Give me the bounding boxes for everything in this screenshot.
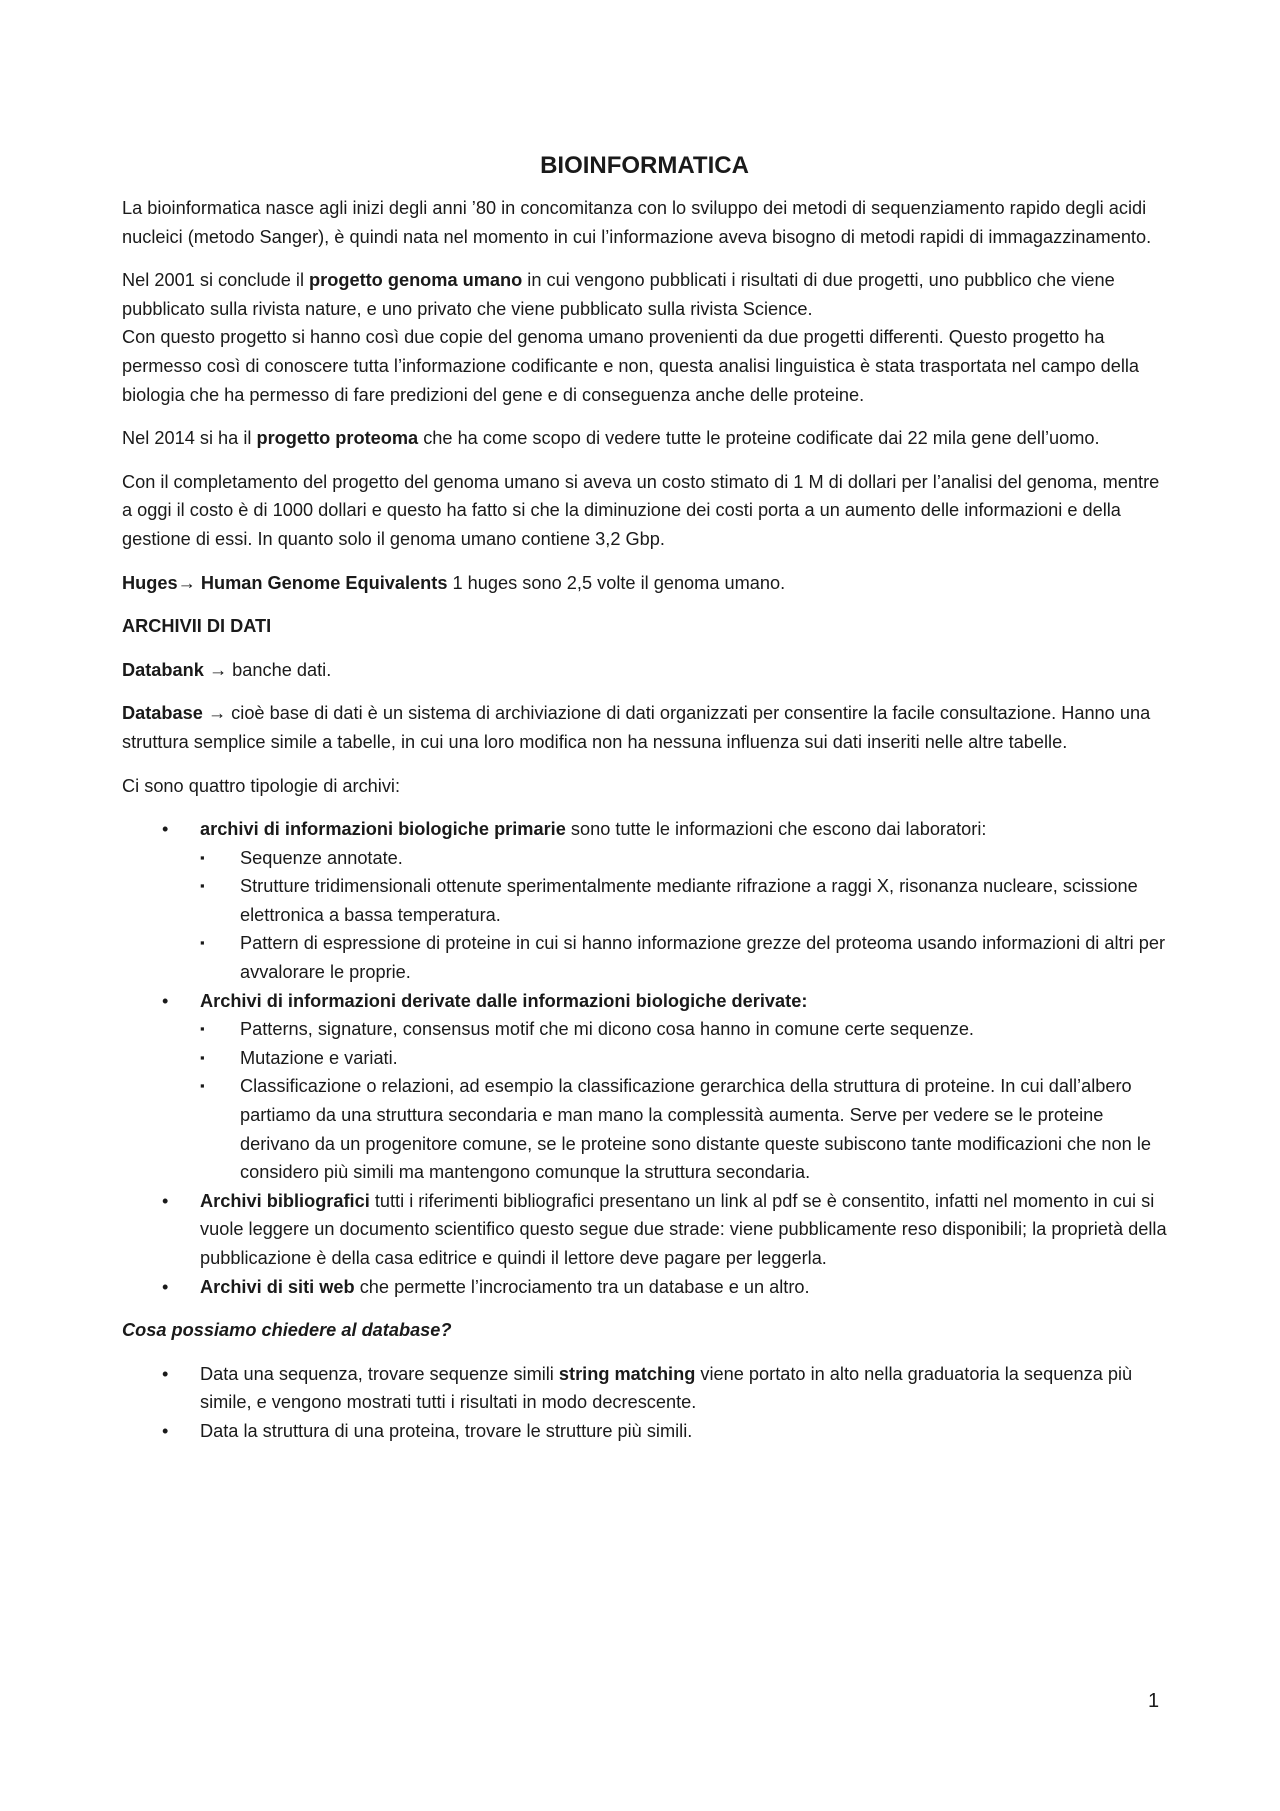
sub-list-item (200, 1015, 1167, 1044)
bullet-icon: • (162, 1276, 169, 1297)
sub-item-text: Mutazione e variati. (240, 1047, 398, 1068)
proteome-term: progetto proteoma (256, 428, 419, 449)
query-term: string matching (558, 1363, 696, 1384)
sub-item-text: Sequenze annotate. (240, 847, 403, 868)
page-number: 1 (1148, 1690, 1160, 1712)
genome-project-paragraph: Nel 2001 si conclude il progetto genoma umano in cui vengono pubblicati i risultati di due progetti, uno pubblico che viene pubblicato sulla rivista nature, e uno privato che viene pubblicato sulla rivista Science. (122, 270, 1115, 319)
bullet-icon: • (162, 1363, 169, 1384)
sub-list-item (200, 872, 1167, 929)
document-page (122, 150, 1167, 1461)
archivio-term: Archivi di siti web (200, 1276, 355, 1297)
sub-list-item (200, 1072, 1167, 1186)
intro-paragraph: La bioinformatica nasce agli inizi degli anni ’80 in concomitanza con lo sviluppo dei metodi di sequenziamento rapido degli acidi nucleici (metodo Sanger), è quindi nata nel momento in cui l’informazione aveva bisogno di metodi rapidi di immagazzinamento. (122, 198, 1152, 247)
proteome-paragraph: Nel 2014 si ha il progetto proteoma che ha come scopo di vedere tutte le proteine codificate dai 22 mila gene dell’uomo. (122, 428, 1100, 449)
database-definition: Database → cioè base di dati è un sistema di archiviazione di dati organizzati per consentire la facile consultazione. Hanno una struttura semplice simile a tabelle, in cui una loro modifica non ha nessuna influenza sui dati inseriti nelle altre tabelle. (122, 703, 1151, 752)
bullet-icon: • (162, 990, 169, 1011)
sub-item-text: Pattern di espressione di proteine in cui si hanno informazione grezze del proteoma usando informazioni di altri per avvalorare le proprie. (240, 933, 1166, 983)
square-bullet-icon: ▪ (200, 1049, 205, 1065)
tipologie-intro: Ci sono quattro tipologie di archivi: (122, 775, 401, 796)
sub-item-text: Classificazione o relazioni, ad esempio la classificazione gerarchica della struttura di proteine. In cui dall’albero partiamo da una struttura secondaria e man mano la complessità aumenta. Serve per vedere se le proteine derivano da un progenitore comune, se le proteine sono distante queste subiscono tante modificazioni che non le considero più simili ma mantengono comunque la struttura secondaria. (240, 1076, 1151, 1183)
list-item (122, 1417, 1167, 1446)
page-title: BIOINFORMATICA (540, 152, 749, 179)
query-text: viene portato in alto nella graduatoria la sequenza più simile, e vengono mostrati tutti i risultati in modo decrescente. (200, 1363, 1133, 1413)
square-bullet-icon: ▪ (200, 878, 205, 894)
sub-list (200, 844, 1167, 987)
square-bullet-icon: ▪ (200, 1078, 205, 1094)
query-text: Data la struttura di una proteina, trovare le strutture più simili. (200, 1420, 693, 1441)
genome-copies-paragraph: Con questo progetto si hanno così due copie del genoma umano provenienti da due progetti differenti. Questo progetto ha permesso così di conoscere tutta l’informazione codificante e non, questa analisi linguistica è stata trasportata nel campo della biologia che ha permesso di fare predizioni del gene e di conseguenza anche delle proteine. (122, 327, 1140, 405)
archivio-term: archivi di informazioni biologiche primarie (200, 819, 566, 840)
huges-definition: Huges→ Human Genome Equivalents 1 huges sono 2,5 volte il genoma umano. (122, 572, 786, 593)
genome-project-term: progetto genoma umano (309, 270, 523, 291)
sub-list-item (200, 844, 1167, 873)
archivio-term: Archivi di informazioni derivate dalle informazioni biologiche derivate: (200, 990, 808, 1011)
bullet-icon: • (162, 1420, 169, 1441)
archivio-description: tutti i riferimenti bibliografici presentano un link al pdf se è consentito, infatti nel momento in cui si vuole leggere un documento scientifico questo segue due strade: viene pubblicamente reso disponibili; la proprietà della pubblicazione è della casa editrice e quindi il lettore deve pagare per leggerla. (200, 1190, 1167, 1268)
cost-paragraph: Con il completamento del progetto del genoma umano si aveva un costo stimato di 1 M di dollari per l’analisi del genoma, mentre a oggi il costo è di 1000 dollari e questo ha fatto si che la diminuzione dei costi porta a un aumento delle informazioni e della gestione di essi. In quanto solo il genoma umano contiene 3,2 Gbp. (122, 471, 1160, 549)
sub-item-text: Strutture tridimensionali ottenute sperimentalmente mediante rifrazione a raggi X, risonanza nucleare, scissione elettronica a bassa temperatura. (240, 876, 1138, 925)
list-item (122, 815, 1167, 987)
sub-list (200, 1015, 1167, 1187)
databank-definition: Databank → banche dati. (122, 659, 332, 680)
sub-list-item (200, 929, 1167, 986)
archivio-term: Archivi bibliografici (200, 1190, 370, 1211)
sub-list-item (200, 1044, 1167, 1073)
archivio-description: che permette l’incrociamento tra un database e un altro. (354, 1276, 810, 1297)
arrow-icon: → (177, 572, 196, 593)
arrow-icon: → (207, 703, 227, 724)
list-item (122, 987, 1167, 1187)
square-bullet-icon: ▪ (200, 849, 205, 865)
archivio-description: sono tutte le informazioni che escono dai laboratori: (565, 819, 987, 840)
archivi-list (122, 815, 1167, 1301)
list-item (122, 1360, 1167, 1417)
bullet-icon: • (162, 819, 169, 840)
list-item (122, 1187, 1167, 1273)
sub-item-text: Patterns, signature, consensus motif che mi dicono cosa hanno in comune certe sequenze. (240, 1019, 974, 1040)
list-item (122, 1273, 1167, 1302)
arrow-icon: → (208, 659, 228, 680)
query-text: Data una sequenza, trovare sequenze simili (200, 1363, 559, 1384)
query-list (122, 1360, 1167, 1446)
square-bullet-icon: ▪ (200, 1021, 205, 1037)
square-bullet-icon: ▪ (200, 935, 205, 951)
question-heading: Cosa possiamo chiedere al database? (122, 1320, 452, 1341)
bullet-icon: • (162, 1190, 169, 1211)
archivi-heading: ARCHIVII DI DATI (122, 616, 272, 637)
